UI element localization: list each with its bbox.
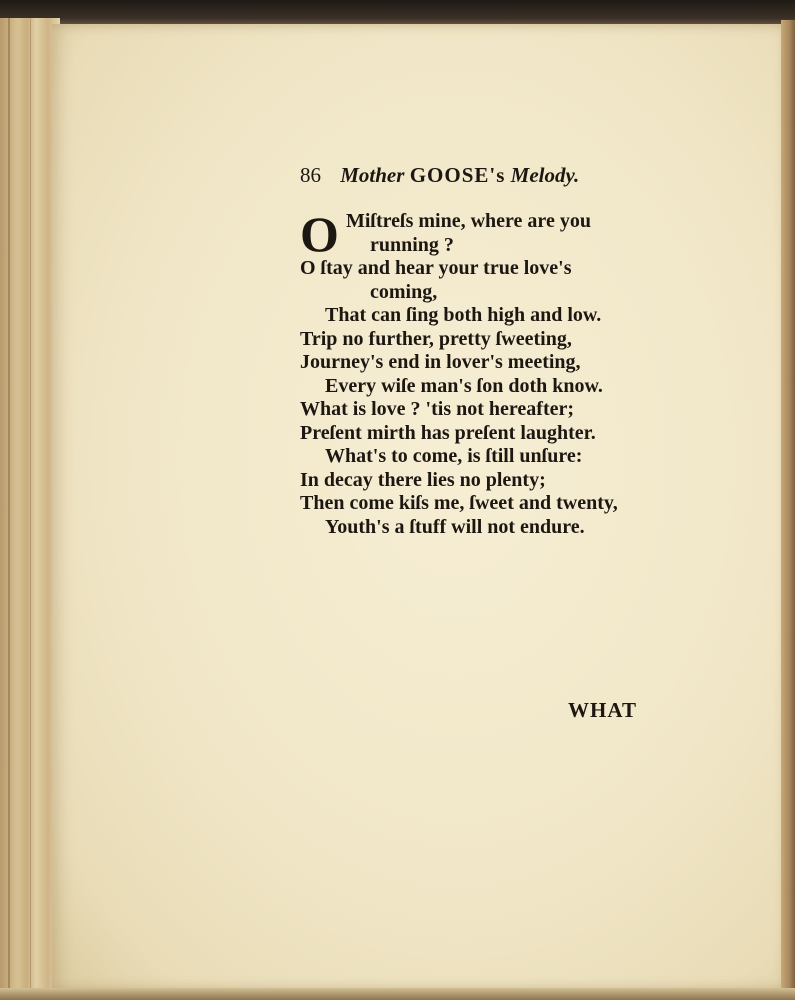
poem-line: Every wiſe man's ſon doth know.: [325, 374, 603, 397]
poem-line: What's to come, is ſtill unſure:: [325, 445, 583, 467]
poem-line: In decay there lies no plenty;: [300, 468, 546, 491]
catchword: WHAT: [568, 698, 637, 722]
running-header: [300, 163, 579, 188]
header-title-prefix: Mother: [340, 163, 405, 187]
poem-line: Preſent mirth has preſent laughter.: [300, 421, 596, 444]
drop-cap: O: [300, 206, 339, 262]
poem-line: What is love ? 'tis not hereafter;: [300, 398, 575, 420]
page-number: 86: [300, 163, 321, 187]
page-stack-edge: [0, 18, 60, 1000]
book-right-edge: [781, 20, 795, 1000]
book-top-edge: [0, 0, 795, 26]
book-bottom-edge: [0, 988, 795, 1000]
header-title-suffix: Melody.: [510, 163, 580, 187]
poem-line: Trip no further, pretty ſweeting,: [300, 327, 572, 350]
poem-line: Then come kiſs me, ſweet and twenty,: [300, 492, 618, 514]
poem-line: O ſtay and hear your true love's: [300, 257, 572, 279]
header-title-main: GOOSE's: [409, 163, 506, 187]
poem-line: running ?: [370, 233, 454, 256]
poem-line: Youth's a ſtuff will not endure.: [325, 515, 585, 538]
poem-line: Journey's end in lover's meeting,: [300, 351, 581, 373]
poem-text: [300, 206, 660, 539]
poem-line: Miſtreſs mine, where are you: [346, 210, 591, 232]
poem-line: coming,: [370, 280, 438, 303]
poem-line: That can ſing both high and low.: [325, 304, 602, 326]
